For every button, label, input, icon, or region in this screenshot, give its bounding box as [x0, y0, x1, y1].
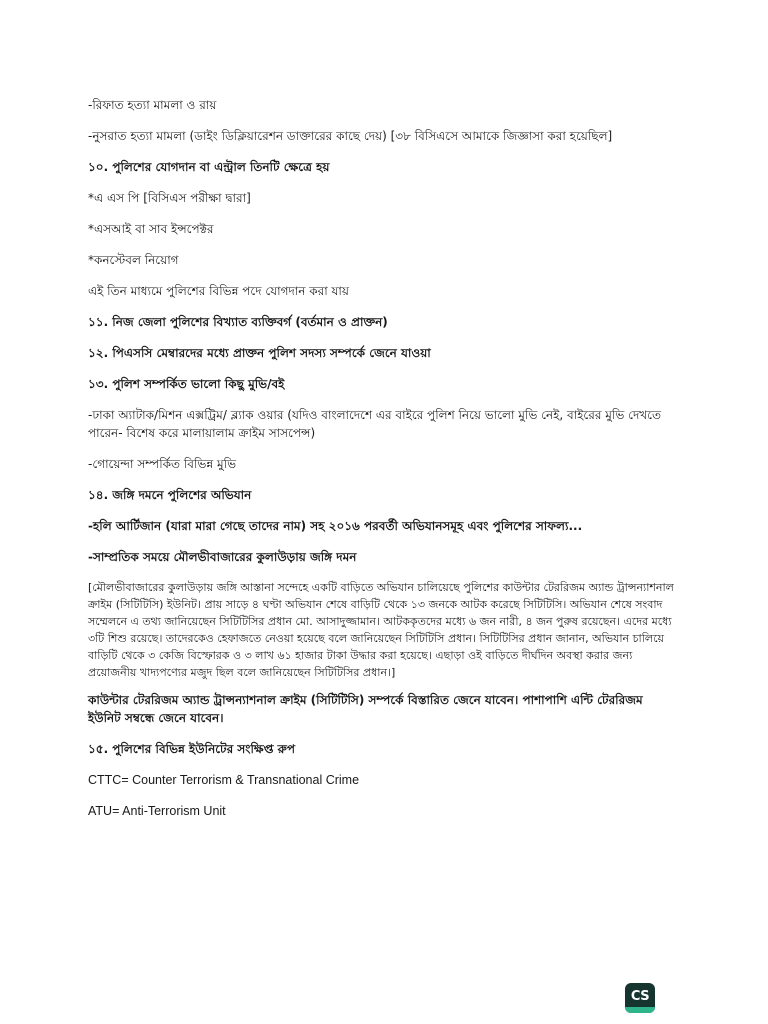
heading-11: ১১. নিজ জেলা পুলিশের বিখ্যাত ব্যক্তিবর্গ (বর্তমান ও প্রাক্তন): [88, 315, 388, 329]
list-item-constable: *কনস্টেবল নিয়োগ: [88, 253, 179, 267]
heading-13: ১৩. পুলিশ সম্পর্কিত ভালো কিছু মুভি/বই: [88, 377, 285, 391]
text-line-kulaura: -সাম্প্রতিক সময়ে মৌলভীবাজারের কুলাউড়ায় জঙ্গি দমন: [88, 550, 357, 564]
camscanner-logo-icon: [625, 983, 655, 1013]
logo-label: CS: [630, 988, 650, 1004]
text-line-summary: এই তিন মাধ্যমে পুলিশের বিভিন্ন পদে যোগদান করা যায়: [88, 284, 349, 298]
heading-14: ১৪. জঙ্গি দমনে পুলিশের অভিযান: [88, 488, 252, 502]
text-line-cttc-note: কাউন্টার টেররিজম অ্যান্ড ট্রান্সন্যাশনাল ক্রাইম (সিটিটিসি) সম্পর্কে বিস্তারিত জেনে যাবেন। পাশাপাশি এন্টি টেররিজম ইউনিট সম্বন্ধে জেনে যাবেন।: [88, 693, 643, 725]
heading-10: ১০. পুলিশের যোগদান বা এন্ট্রাল তিনটি ক্ষেত্রে হয়: [88, 160, 330, 174]
list-item-si: *এসআই বা সাব ইন্সপেক্টর: [88, 222, 214, 236]
text-line-2: -নুসরাত হত্যা মামলা (ডাইং ডিক্লিয়ারেশন ডাক্তারের কাছে দেয়) [৩৮ বিসিএসে আমাকে জিজ্ঞাসা করা হয়েছিল]: [88, 129, 613, 143]
abbr-cttc: CTTC= Counter Terrorism & Transnational Crime: [88, 773, 360, 787]
text-line-movies: -ঢাকা অ্যাটাক/মিশন এক্সট্রিম/ ব্ল্যাক ওয়ার (যদিও বাংলাদেশে এর বাইরে পুলিশ নিয়ে ভালো মুভি নেই, বাইরের মুভি দেখতে পারেন- বিশেষ করে মালায়ালাম ক্রাইম সাসপেন্স): [88, 408, 661, 440]
abbr-atu: ATU= Anti-Terrorism Unit: [88, 804, 226, 818]
text-line-1: -রিফাত হত্যা মামলা ও রায়: [88, 98, 217, 112]
document-body: [88, 96, 678, 833]
text-line-detective: -গোয়েন্দা সম্পর্কিত বিভিন্ন মুভি: [88, 457, 237, 471]
text-line-holey-artisan: -হলি আর্টিজান (যারা মারা গেছে তাদের নাম) সহ ২০১৬ পরবর্তী অভিযানসমূহ এবং পুলিশের সাফল্য...: [88, 519, 583, 533]
heading-15: ১৫. পুলিশের বিভিন্ন ইউনিটের সংক্ষিপ্ত রুপ: [88, 742, 296, 756]
heading-12: ১২. পিএসসি মেম্বারদের মধ্যে প্রাক্তন পুলিশ সদস্য সম্পর্কে জেনে যাওয়া: [88, 346, 431, 360]
list-item-asp: *এ এস পি [বিসিএস পরীক্ষা দ্বারা]: [88, 191, 251, 205]
news-excerpt-block: [মৌলভীবাজারের কুলাউড়ায় জঙ্গি আস্তানা সন্দেহে একটি বাড়িতে অভিযান চালিয়েছে পুলিশের কাউন্টার টেররিজম অ্যান্ড ট্রান্সন্যাশনাল ক্রাইম (সিটিটিসি) ইউনিট। প্রায় সাড়ে ৪ ঘণ্টা অভিযান শেষে বাড়িটি থেকে ১৩ জনকে আটক করেছে সিটিটিসি। অভিযান শেষে সংবাদ সম্মেলনে এ তথ্য জানিয়েছেন সিটিটিসির প্রধান মো. আসাদুজ্জামান। আটককৃতদের মধ্যে ৬ জন নারী, ৪ জন পুরুষ রয়েছেন। এদের মধ্যে ৩টি শিশু রয়েছে। তাদেরকেও হেফাজতে নেওয়া হয়েছে বলে জানিয়েছেন সিটিটিসি প্রধান। সিটিটিসির প্রধান জানান, অভিযান চালিয়ে বাড়িটি থেকে ৩ কেজি বিস্ফোরক ও ৩ লাখ ৬১ হাজার টাকা উদ্ধার করা হয়েছে। এছাড়া ওই বাড়িতে দীর্ঘদিন অবস্থা করার জন্য প্রয়োজনীয় খাদ্যপণ্যের মজুদ ছিল বলে জানিয়েছেন সিটিটিসির প্রধান।]: [88, 581, 674, 679]
